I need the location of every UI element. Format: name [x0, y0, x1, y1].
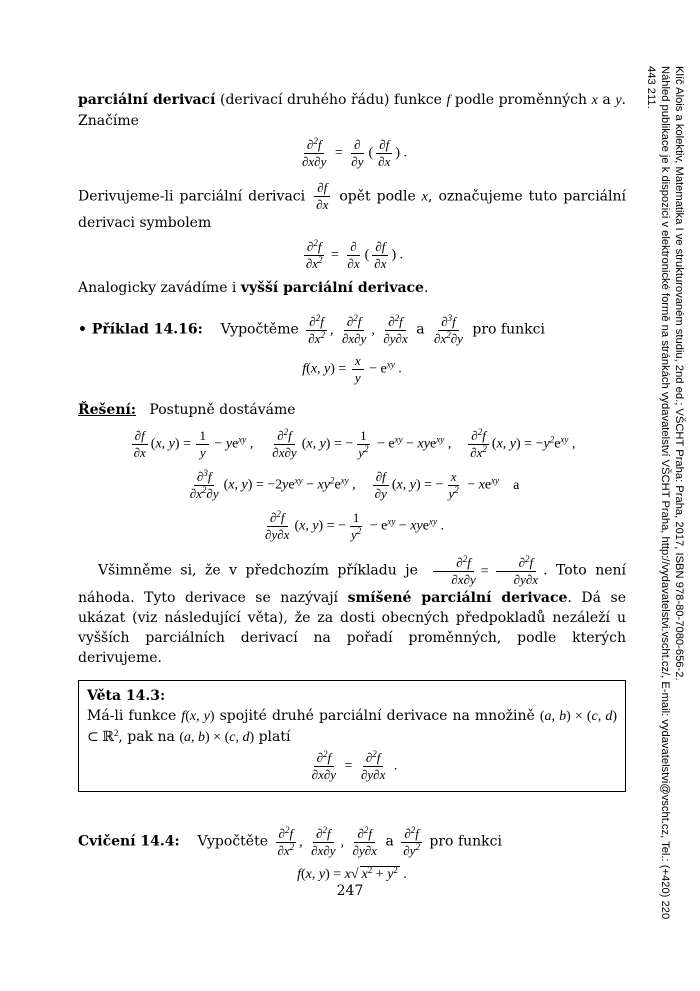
formula-example-function: f(x, y) = $\frac{x}{y}$ − $e^{xy}$ . — [302, 353, 402, 385]
theorem-title: Věta 14.3: — [87, 688, 166, 704]
theorem-box — [78, 680, 626, 792]
theorem-text: Má-li funkce f(x, y) spojité druhé parciální derivace na množině (a, b) × (c, d) ⊂ ℝ$^2$, pak na (a, b) × (c, d) platí — [87, 708, 618, 745]
example-label: • Příklad 14.16: — [78, 321, 203, 338]
term-higher-derivatives: vyšší parciální derivace — [240, 280, 424, 296]
side-note-line2: Náhled publikace je k dispozici v elektronické formě na stránkách vydavatelství VŠCHT Praha, http://vydavatelstvi.vscht.cz/, E-mail: vydavatelstvi@vscht.cz, Tel.: (+420) 220 443 211. — [645, 66, 671, 920]
solution-row-3: $\frac{\partial^2f}{\partial y\partial x}$ (x, y) = − $\frac{1}{y^2}$ − $e^{xy} - xye^{xy}$ . — [265, 509, 444, 542]
intro-paragraph: parciální derivací (derivací druhého řádu) funkce f podle proměnných x a y. Značíme — [78, 92, 626, 129]
solution-row-2: $\frac{\partial^3f}{\partial x^2\partial y}$ (x, $y) = -2ye^{xy} - xy^2e^{xy}$ , $\frac{\partial f}{\partial y}$ (x, y) = − $\frac{x}{y^2}$ − $xe^{xy}$ a — [189, 468, 520, 501]
side-note — [645, 66, 686, 926]
paragraph-derivative-x: Derivujeme-li parciální derivaci $\frac{\partial f}{\partial x}$ opět podle x, označujeme tuto parciální derivaci symbolem — [78, 180, 627, 231]
example-heading: • Příklad 14.16: Vypočtěme $\frac{\partial^2f}{\partial x^2}$ , $\frac{\partial^2f}{\partial x\partial y}$ , $\frac{\partial^2f}{\partial y\partial x}$ a $\frac{\partial^3f}{\partial x^2\partial y}$ pro funkci — [78, 313, 545, 346]
formula-mixed-derivative: $\frac{\partial^2f}{\partial x\partial y}$ = $\frac{\partial}{\partial y}$ ( $\frac{\partial f}{\partial x}$ ) . — [301, 136, 408, 169]
term-mixed-derivatives: smíšené parciální derivace — [347, 590, 568, 606]
paragraph-mixed-derivatives: Všimněme si, že v předchozím příkladu je $\frac{\partial^2f}{\partial x\partial y}$ = $\frac{\partial^2f}{\partial y\partial x}$ . Toto není náhoda. Tyto derivace se nazývají smíšené parciální derivace. Dá se ukázat (viz následující věta), že za dosti obecných předpokladů nezáleží u vyšších parciálních derivací na pořadí proměnných, podle kterých derivujeme. — [78, 554, 627, 666]
solution-heading: Řešení: Postupně dostáváme — [78, 402, 296, 418]
solution-row-1: $\frac{\partial f}{\partial x}$ (x, y) = $\frac{1}{y}$ − $ye^{xy}$ , $\frac{\partial^2f}{\partial x\partial y}$ (x, y) = − $\frac{1}{y^2}$ − $e^{xy} - xye^{xy}$ , $\frac{\partial^2f}{\partial x^2}$ (x, $y) = -y^2e^{xy}$ , — [133, 427, 576, 460]
formula-exercise-function: f(x, y) = x√ $x^2 + y^2$ . — [297, 865, 407, 882]
page-number: 247 — [336, 883, 364, 899]
term-partial-derivative: parciální derivací — [78, 92, 216, 108]
theorem-formula: $\frac{\partial^2f}{\partial x\partial y}$ = $\frac{\partial^2f}{\partial y\partial x}$ . — [311, 749, 398, 782]
exercise-label: Cvičení 14.4: — [78, 833, 180, 850]
exercise-heading: Cvičení 14.4: Vypočtěte $\frac{\partial^2f}{\partial x^2}$ , $\frac{\partial^2f}{\partial x\partial y}$ , $\frac{\partial^2f}{\partial y\partial x}$ a $\frac{\partial^2f}{\partial y^2}$ pro funkci — [78, 825, 502, 858]
paragraph-higher-derivatives: Analogicky zavádíme i vyšší parciální derivace. — [78, 280, 429, 296]
solution-label: Řešení: — [78, 402, 136, 418]
side-note-line1: Klíč Alois a kolektiv, Matematika I ve strukturovaném studiu, 2nd ed.; VŠCHT Praha: Praha, 2017, ISBN 978-80-7080-656-2. — [673, 66, 685, 681]
page-content — [78, 90, 626, 891]
formula-second-derivative-x: $\frac{\partial^2f}{\partial x^2}$ = $\frac{\partial}{\partial x}$ ( $\frac{\partial f}{\partial x}$ ) . — [305, 238, 404, 271]
